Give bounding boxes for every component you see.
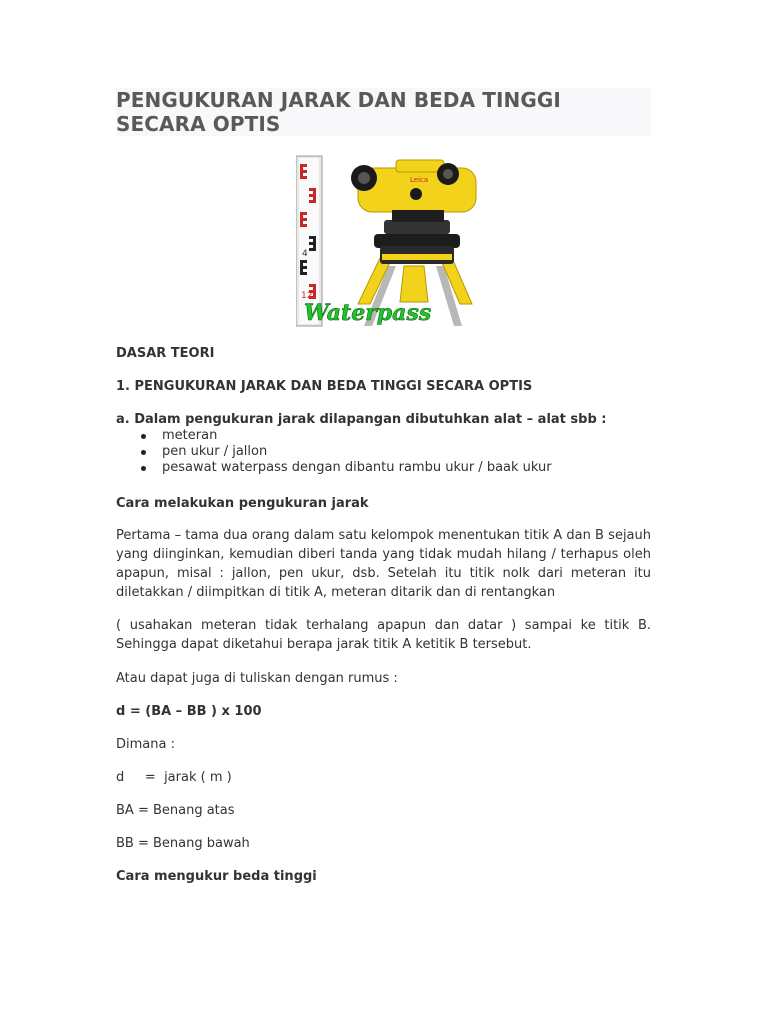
paragraph-1: Pertama – tama dua orang dalam satu kelompok menentukan titik A dan B sejauh yang diinginkan, kemudian diberi tanda yang tidak mudah hilang / terhapus oleh apapun, misal : jallon, pen ukur, dsb. Setelah itu titik nolk dari meteran itu diletakkan / diimpitkan di titik A, meteran ditarik dan di rentangkan (116, 528, 651, 600)
figure-label: Waterpass (304, 300, 432, 326)
heading-cara-tinggi: Cara mengukur beda tinggi (116, 869, 317, 884)
formula: d = (BA – BB ) x 100 (116, 704, 262, 719)
bullet-icon (141, 466, 146, 471)
title-block (116, 88, 651, 136)
list-item-text: pesawat waterpass dengan dibantu rambu ukur / baak ukur (162, 460, 552, 475)
svg-text:4: 4 (302, 249, 308, 259)
page-title: PENGUKURAN JARAK DAN BEDA TINGGI SECARA OPTIS (116, 88, 561, 136)
definition-d: d = jarak ( m ) (116, 770, 232, 785)
document-body (116, 346, 651, 885)
list-item-text: meteran (162, 428, 218, 443)
bullet-icon (141, 450, 146, 455)
paragraph-2: ( usahakan meteran tidak terhalang apapun dan datar ) sampai ke titik B. Sehingga dapat diketahui berapa jarak titik A ketitik B tersebut. (116, 618, 651, 652)
section-heading-1: 1. PENGUKURAN JARAK DAN BEDA TINGGI SECARA OPTIS (116, 379, 533, 394)
definition-ba: BA = Benang atas (116, 803, 235, 818)
paragraph-3: Atau dapat juga di tuliskan dengan rumus : (116, 671, 398, 686)
subheading-a: a. Dalam pengukuran jarak dilapangan dibutuhkan alat – alat sbb : (116, 412, 607, 427)
list-item (116, 444, 651, 460)
list-item (116, 460, 651, 476)
bullet-icon (141, 434, 146, 439)
waterpass-figure (296, 154, 478, 330)
heading-cara-jarak: Cara melakukan pengukuran jarak (116, 496, 369, 511)
definition-bb: BB = Benang bawah (116, 836, 250, 851)
svg-text:Leica: Leica (410, 176, 429, 184)
list-item (116, 428, 651, 444)
list-item-text: pen ukur / jallon (162, 444, 268, 459)
svg-text:12: 12 (301, 291, 313, 301)
tools-list (116, 428, 651, 476)
waterpass-image (296, 154, 478, 330)
section-heading-dasar-teori: DASAR TEORI (116, 346, 215, 361)
dimana-label: Dimana : (116, 737, 175, 752)
document-page (116, 88, 651, 884)
